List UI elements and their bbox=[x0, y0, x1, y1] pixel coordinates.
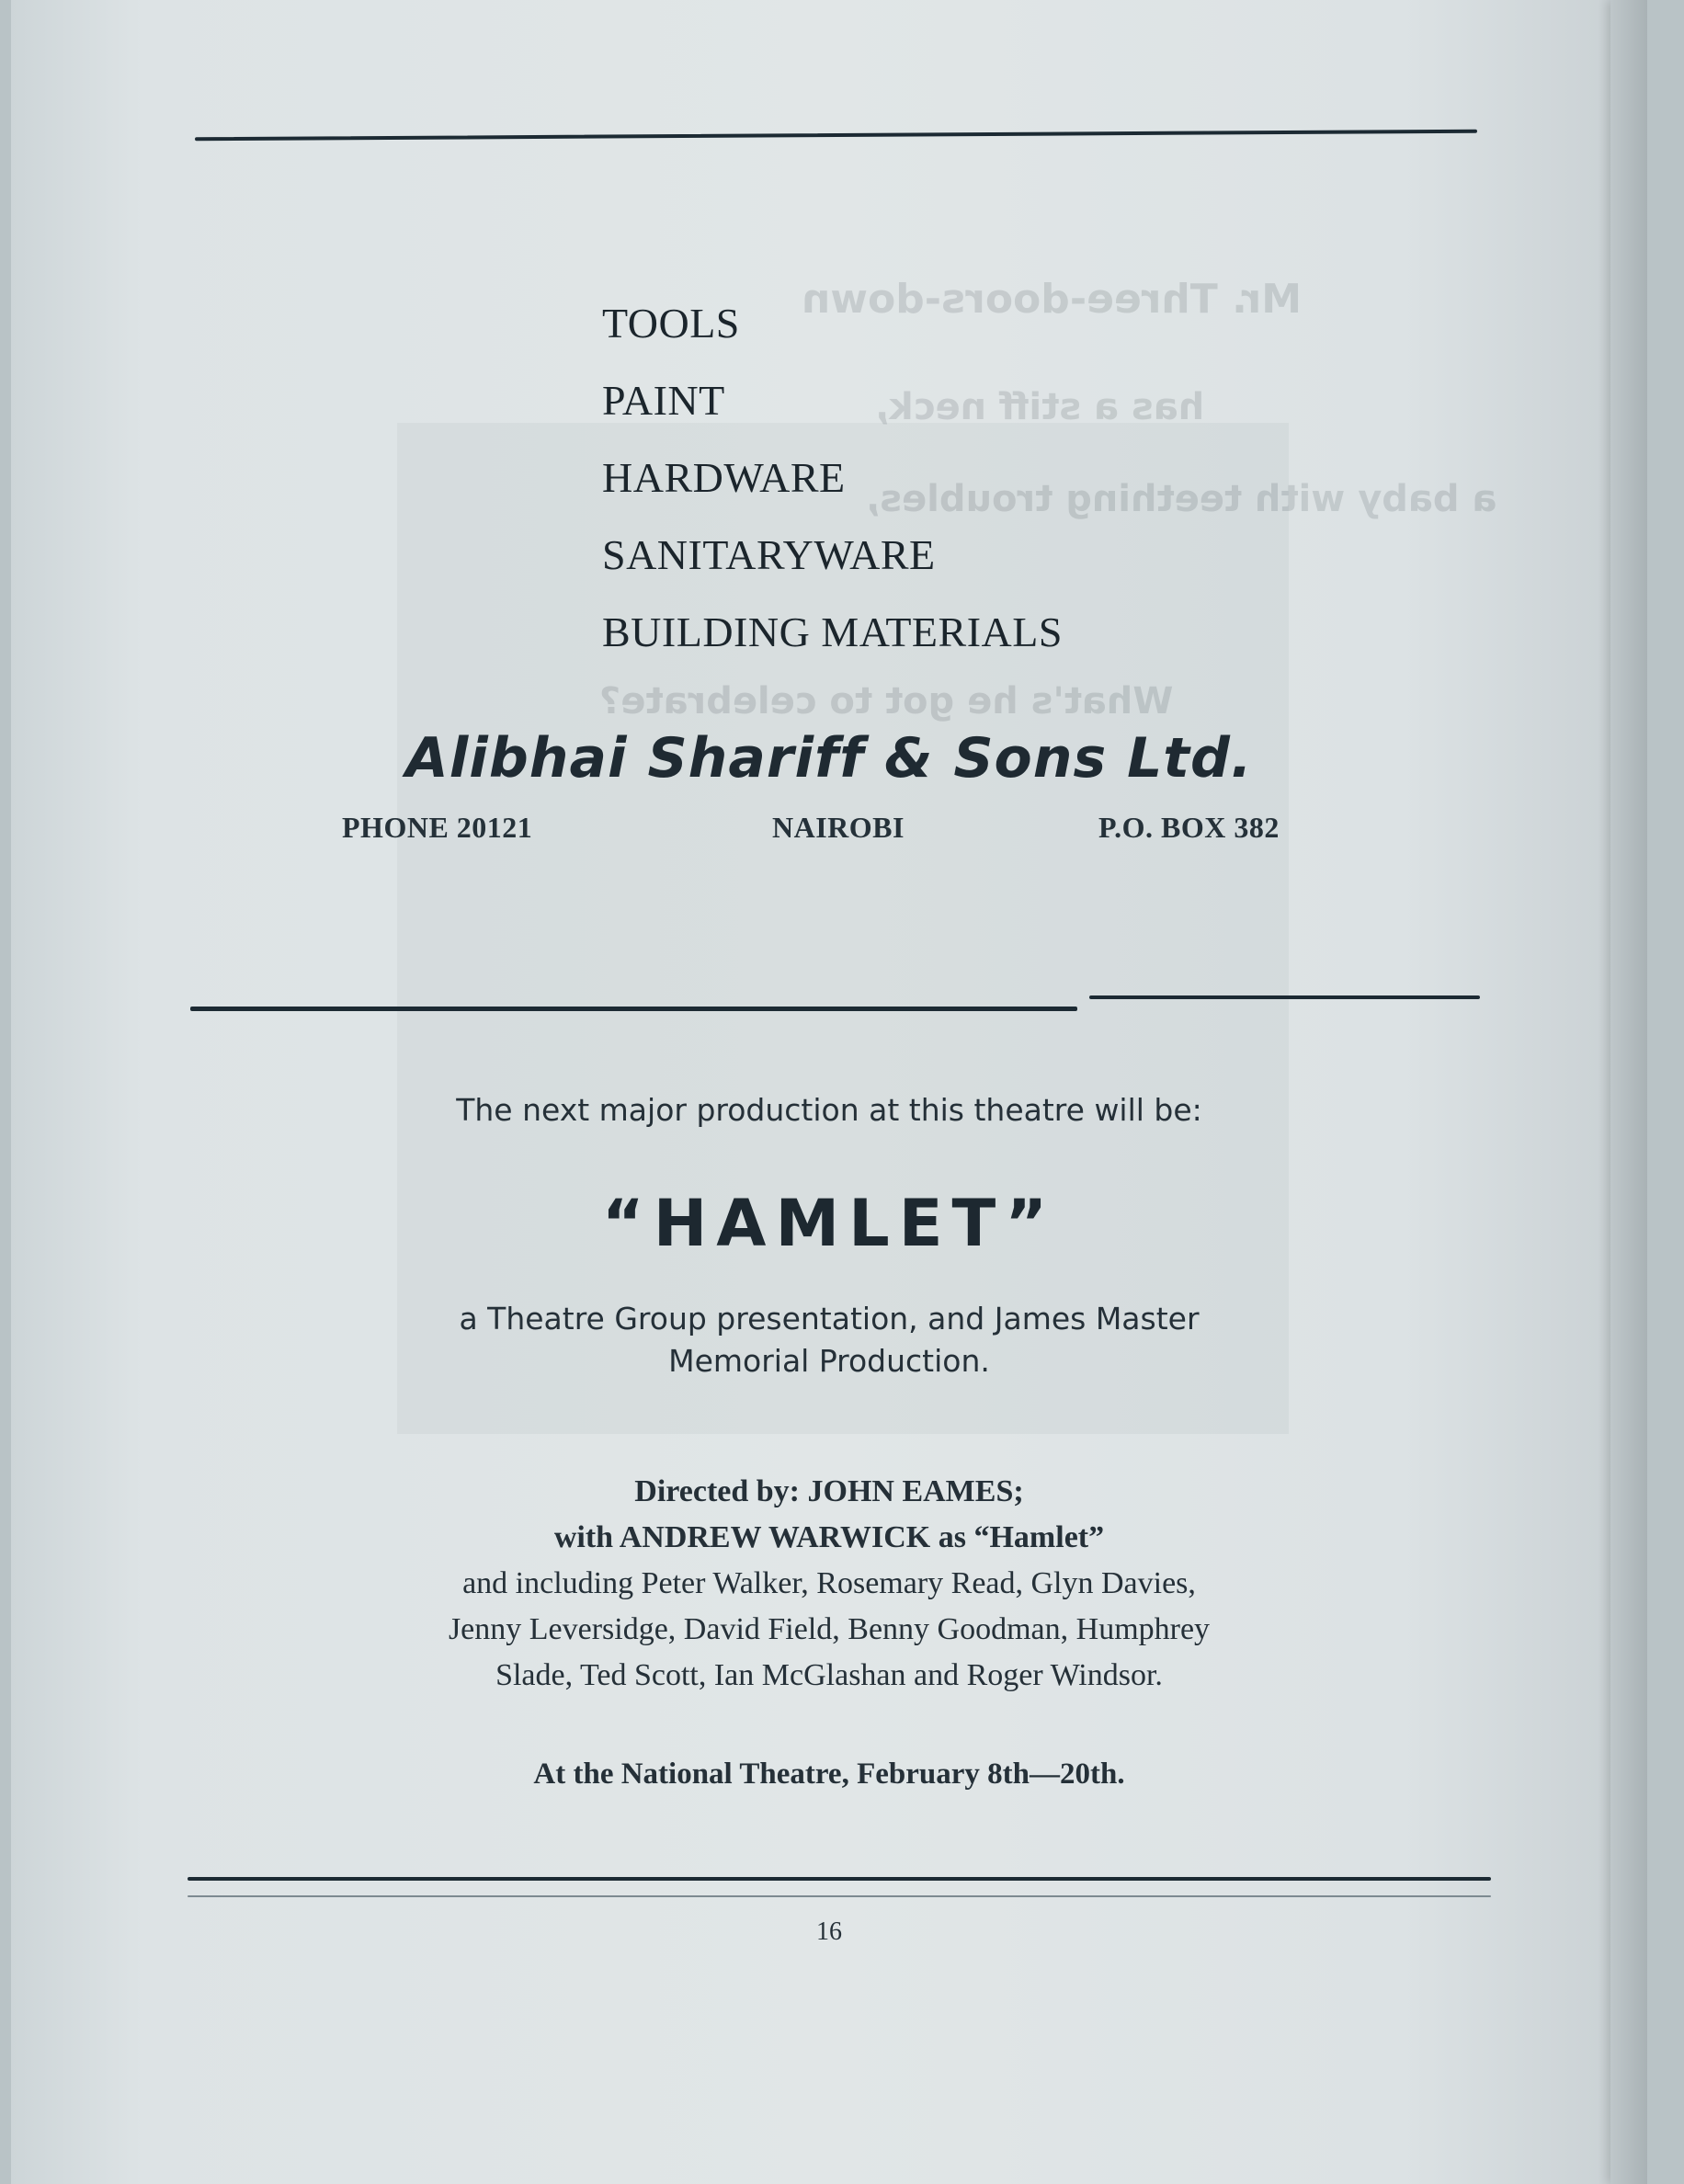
next-production-intro: The next major production at this theatre will be: bbox=[456, 1092, 1202, 1128]
cast-line: Slade, Ted Scott, Ian McGlashan and Roger Windsor. bbox=[495, 1658, 1163, 1692]
booklet-page bbox=[11, 0, 1647, 2184]
production-title: “HAMLET” bbox=[601, 1186, 1057, 1261]
product-list bbox=[602, 285, 1063, 671]
cast-line: Jenny Leversidge, David Field, Benny Goodman, Humphrey bbox=[448, 1612, 1211, 1646]
company-pobox: P.O. BOX 382 bbox=[1098, 811, 1280, 844]
cast-line: and including Peter Walker, Rosemary Read, Glyn Davies, bbox=[462, 1566, 1196, 1600]
director-line: Directed by: JOHN EAMES; bbox=[634, 1474, 1024, 1508]
show-through-text: has a stiff neck, bbox=[875, 386, 1205, 428]
middle-rule-right bbox=[1089, 995, 1480, 999]
lead-actor-line: with ANDREW WARWICK as “Hamlet” bbox=[553, 1520, 1105, 1554]
show-through-text: Mr. Three-doors-down bbox=[802, 276, 1303, 323]
product-item: HARDWARE bbox=[602, 454, 846, 501]
company-name: Alibhai Shariff & Sons Ltd. bbox=[405, 726, 1253, 791]
bottom-rule-thin bbox=[188, 1895, 1491, 1897]
show-through-text: a baby with teething troubles, bbox=[866, 478, 1497, 520]
product-item: TOOLS bbox=[602, 300, 740, 347]
product-item: PAINT bbox=[602, 377, 725, 424]
next-page-edge bbox=[1610, 0, 1647, 2184]
credits bbox=[11, 1469, 1647, 1699]
presentation-note bbox=[11, 1298, 1647, 1382]
company-phone: PHONE 20121 bbox=[342, 811, 533, 844]
company-city: NAIROBI bbox=[772, 811, 905, 844]
product-item: BUILDING MATERIALS bbox=[602, 609, 1063, 655]
bottom-rule bbox=[188, 1877, 1491, 1881]
venue-dates: At the National Theatre, February 8th—20th. bbox=[533, 1757, 1125, 1791]
show-through-text: What's he got to celebrate? bbox=[599, 680, 1174, 722]
presentation-line: Memorial Production. bbox=[668, 1343, 990, 1379]
page-number: 16 bbox=[816, 1917, 842, 1946]
top-rule bbox=[195, 130, 1477, 142]
middle-rule-left bbox=[190, 1007, 1077, 1011]
presentation-line: a Theatre Group presentation, and James Master bbox=[459, 1301, 1200, 1337]
product-item: SANITARYWARE bbox=[602, 531, 936, 578]
